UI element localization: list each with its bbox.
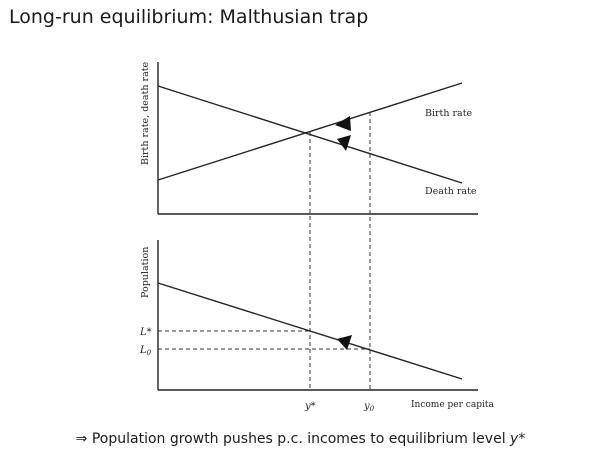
top-y-axis-label: Birth rate, death rate xyxy=(140,61,151,165)
page-title: Long-run equilibrium: Malthusian trap xyxy=(9,6,369,28)
bottom-x-axis-label: Income per capita xyxy=(411,400,494,410)
birth-arrow xyxy=(335,116,351,131)
l-star-tick: L* xyxy=(140,327,152,338)
l0-tick: $L_0$ xyxy=(140,345,152,357)
y0-tick: $y_0$ xyxy=(364,401,375,413)
birth-rate-line xyxy=(158,83,462,180)
caption-variable: y* xyxy=(510,431,526,447)
caption-text: Population growth pushes p.c. incomes to equilibrium level xyxy=(87,431,511,447)
population-arrow xyxy=(337,335,352,350)
caption xyxy=(0,431,601,447)
birth-rate-label: Birth rate xyxy=(425,108,473,119)
bottom-y-axis-label: Population xyxy=(140,246,151,298)
death-arrow xyxy=(337,135,351,151)
death-rate-label: Death rate xyxy=(425,186,477,197)
y-star-tick: y* xyxy=(305,401,316,412)
implies-arrow: ⇒ xyxy=(75,431,88,447)
